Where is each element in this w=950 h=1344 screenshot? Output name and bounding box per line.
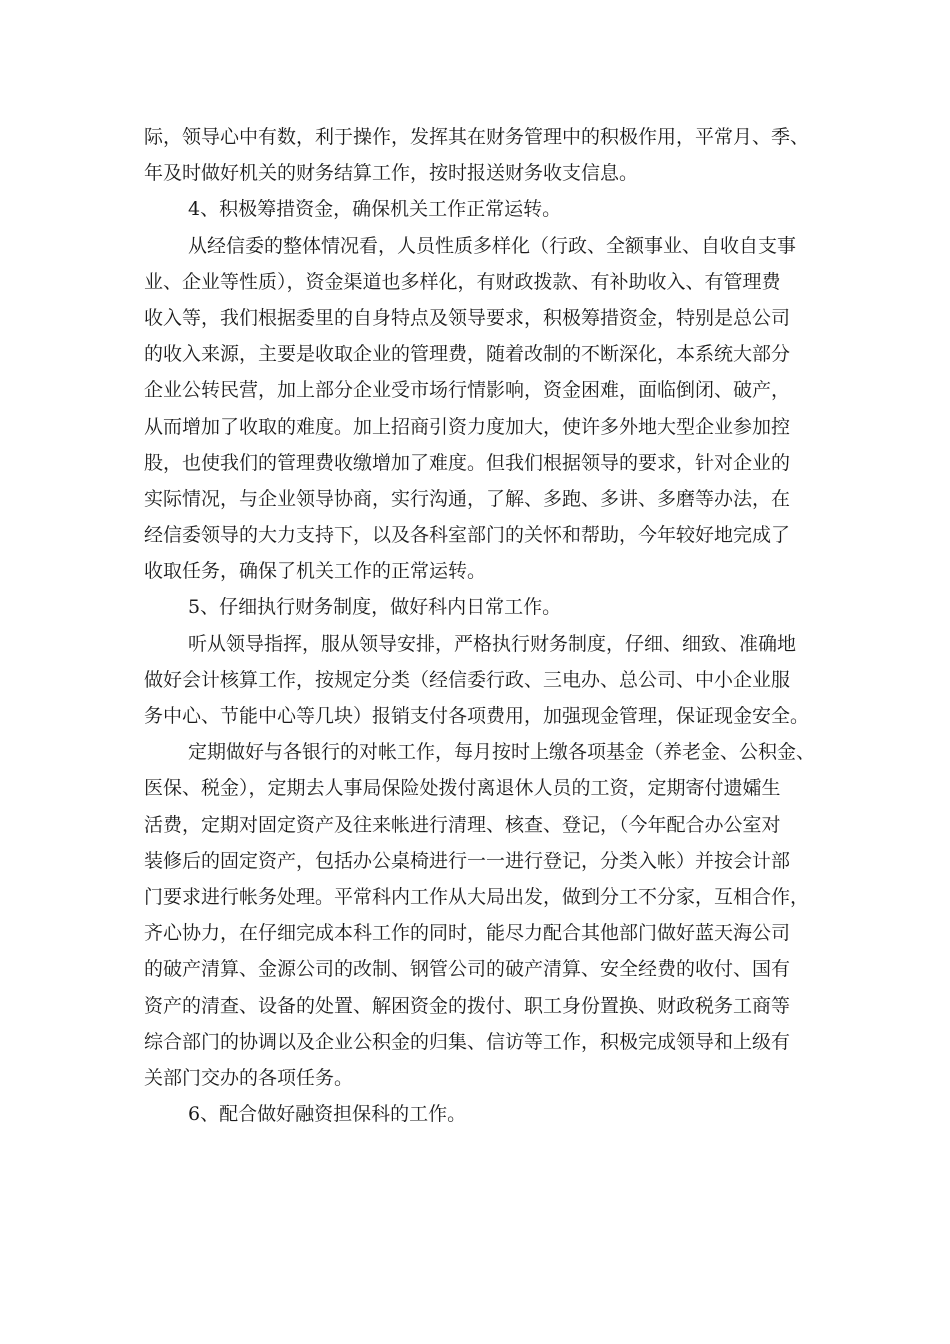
text-line: 关部门交办的各项任务。 <box>144 1066 354 1089</box>
text-line: 收入等，我们根据委里的自身特点及领导要求，积极筹措资金，特别是总公司 <box>144 306 791 329</box>
text-line: 收取任务，确保了机关工作的正常运转。 <box>144 560 487 583</box>
text-line: 听从领导指挥，服从领导安排，严格执行财务制度，仔细、细致、准确地 <box>188 632 797 655</box>
text-line: 齐心协力，在仔细完成本科工作的同时，能尽力配合其他部门做好蓝天海公司 <box>144 922 791 945</box>
text-line: 5、仔细执行财务制度，做好科内日常工作。 <box>188 596 562 619</box>
text-line: 活费，定期对固定资产及往来帐进行清理、核查、登记，（今年配合办公室对 <box>144 813 781 836</box>
text-line: 的破产清算、金源公司的改制、钢管公司的破产清算、安全经费的收付、国有 <box>144 958 791 981</box>
text-line: 经信委领导的大力支持下，以及各科室部门的关怀和帮助，今年较好地完成了 <box>144 524 791 547</box>
document-body <box>144 119 824 1132</box>
text-line: 务中心、节能中心等几块）报销支付各项费用，加强现金管理，保证现金安全。 <box>144 705 810 727</box>
text-line: 装修后的固定资产，包括办公桌椅进行一一进行登记，分类入帐）并按会计部 <box>144 849 791 872</box>
text-line: 定期做好与各银行的对帐工作，每月按时上缴各项基金（养老金、公积金、 <box>188 741 816 764</box>
text-line: 业、企业等性质），资金渠道也多样化，有财政拨款、有补助收入、有管理费 <box>144 270 781 293</box>
text-line: 股，也使我们的管理费收缴增加了难度。但我们根据领导的要求，针对企业的 <box>144 451 791 474</box>
text-line: 的收入来源，主要是收取企业的管理费，随着改制的不断深化，本系统大部分 <box>144 343 791 366</box>
text-line: 际，领导心中有数，利于操作，发挥其在财务管理中的积极作用，平常月、季、 <box>144 126 810 148</box>
text-line: 综合部门的协调以及企业公积金的归集、信访等工作，积极完成领导和上级有 <box>144 1030 791 1053</box>
text-line: 资产的清查、设备的处置、解困资金的拨付、职工身份置换、财政税务工商等 <box>144 994 791 1017</box>
text-line: 门要求进行帐务处理。平常科内工作从大局出发，做到分工不分家，互相合作， <box>144 885 810 908</box>
text-line: 4、积极筹措资金，确保机关工作正常运转。 <box>188 198 562 221</box>
text-line: 企业公转民营，加上部分企业受市场行情影响，资金困难，面临倒闭、破产， <box>144 379 791 402</box>
text-line: 医保、税金），定期去人事局保险处拨付离退休人员的工资，定期寄付遗孀生 <box>144 777 781 800</box>
text-line: 做好会计核算工作，按规定分类（经信委行政、三电办、总公司、中小企业服 <box>144 668 791 691</box>
text-line: 年及时做好机关的财务结算工作，按时报送财务收支信息。 <box>144 162 639 185</box>
text-line: 从而增加了收取的难度。加上招商引资力度加大，使许多外地大型企业参加控 <box>144 415 791 438</box>
text-line: 实际情况，与企业领导协商，实行沟通，了解、多跑、多讲、多磨等办法，在 <box>144 487 791 510</box>
text-line: 6、配合做好融资担保科的工作。 <box>188 1103 467 1126</box>
text-line: 从经信委的整体情况看，人员性质多样化（行政、全额事业、自收自支事 <box>188 234 797 257</box>
